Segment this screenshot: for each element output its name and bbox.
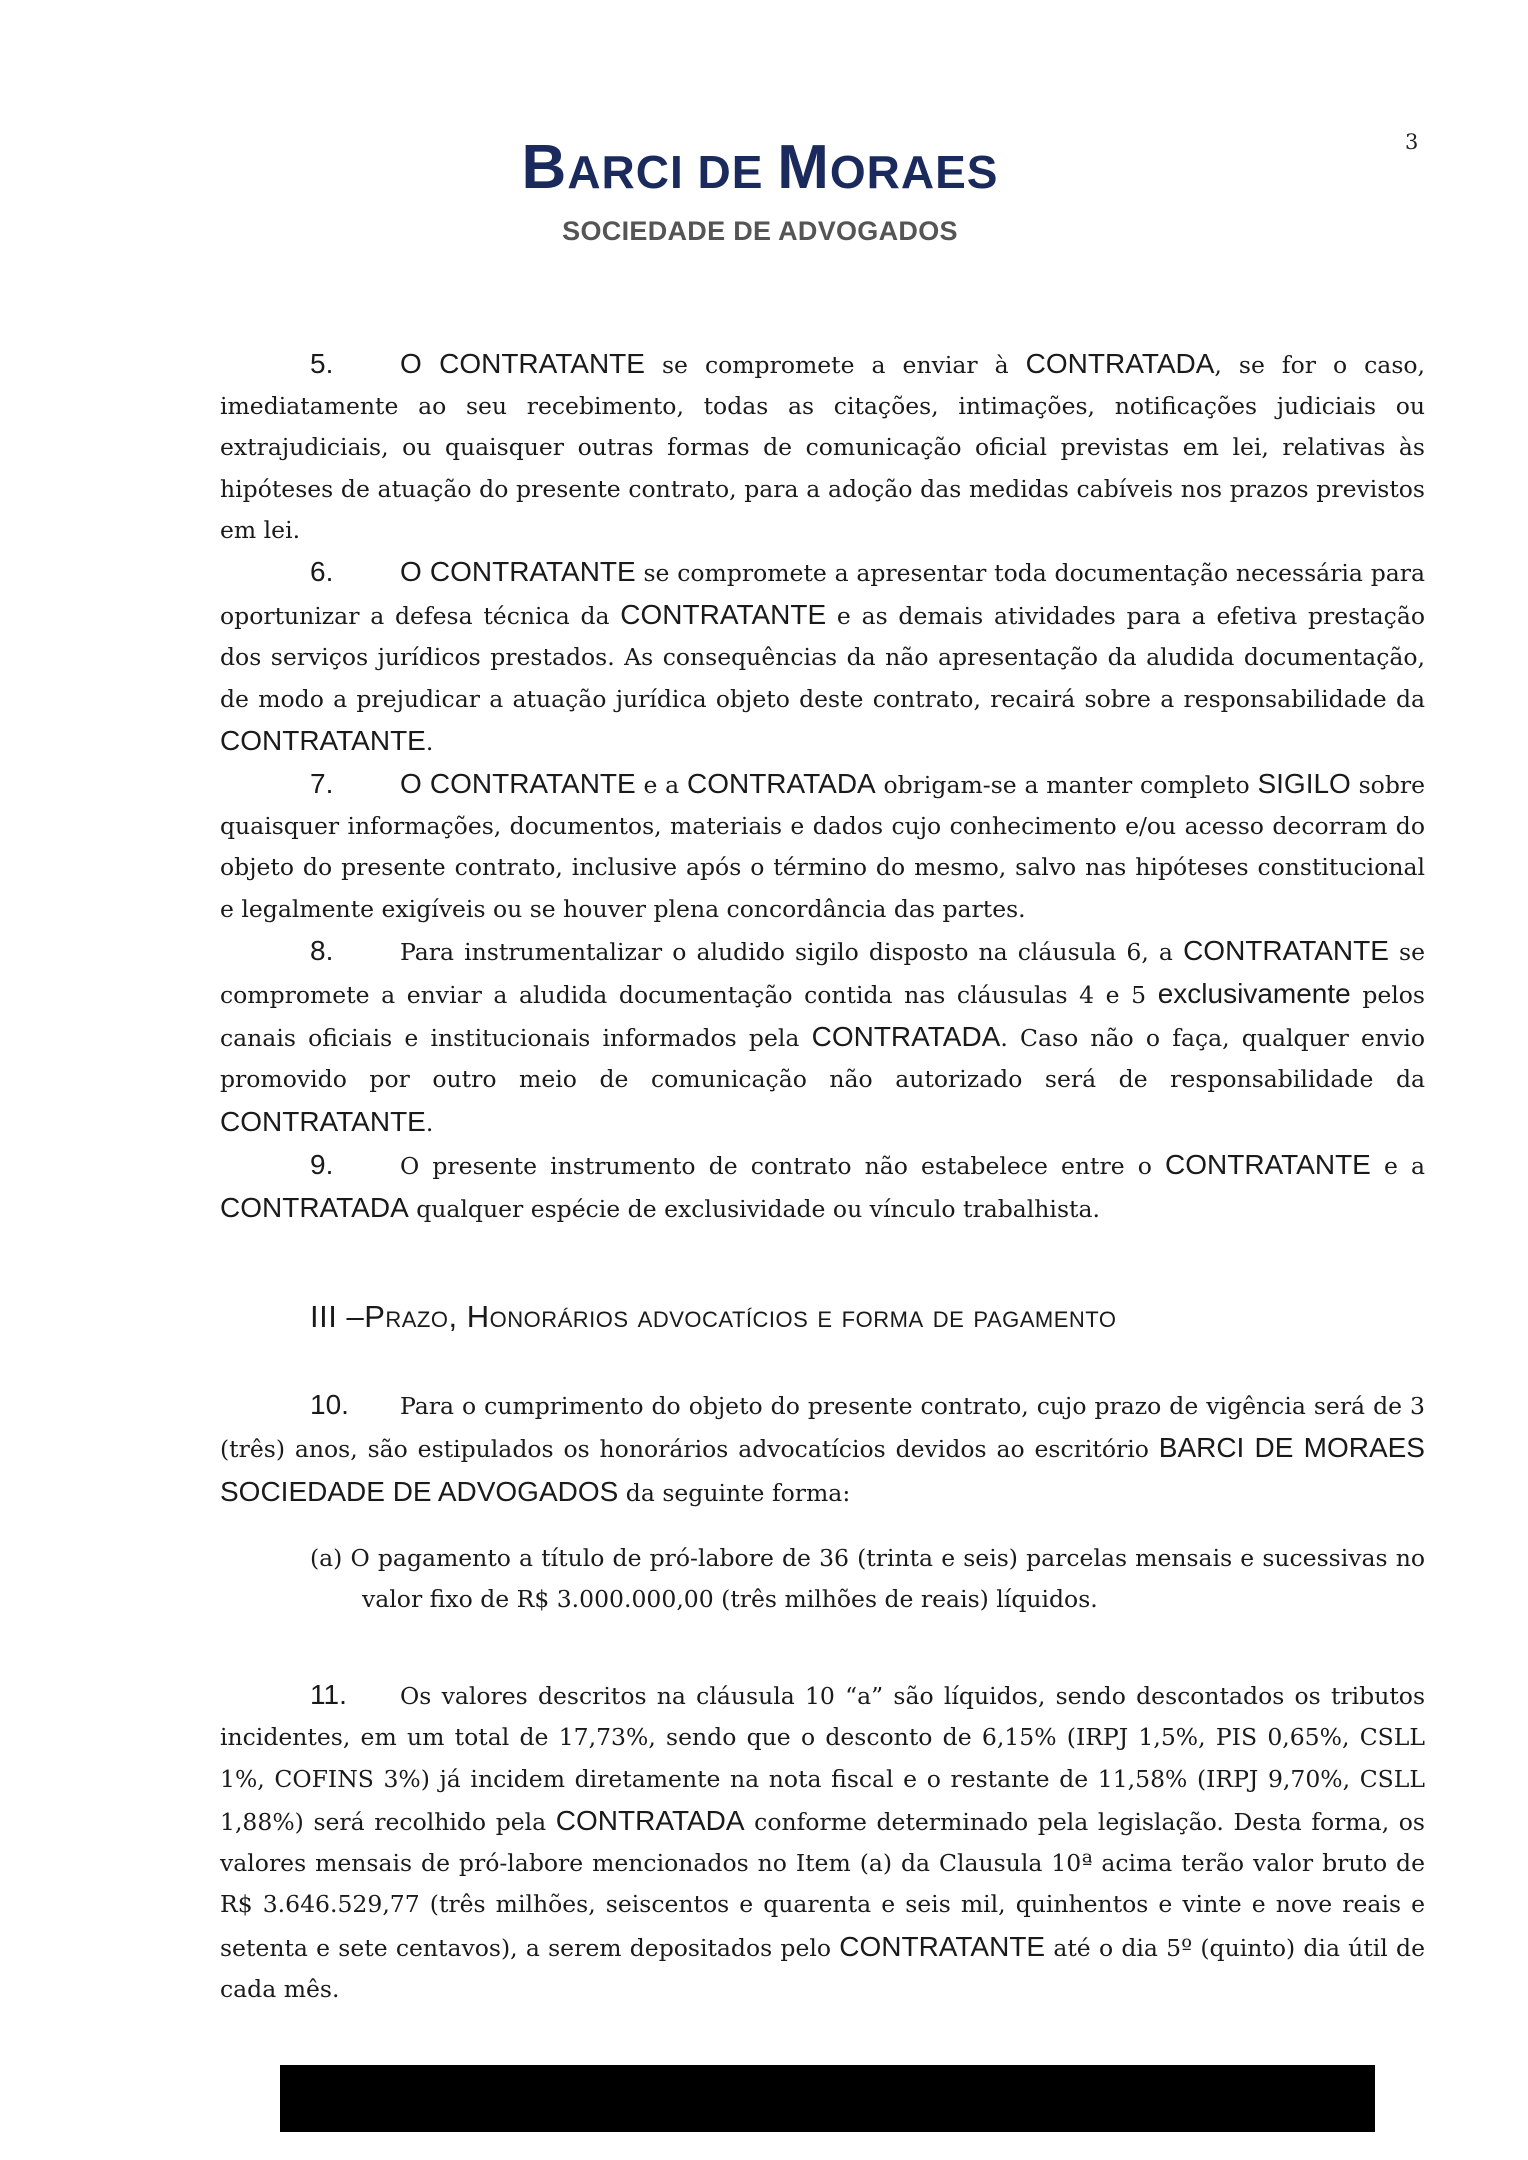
section-heading: III –Prazo, Honorários advocatícios e forma de pagamento xyxy=(310,1299,1117,1335)
emphasis-text: exclusivamente xyxy=(1157,978,1351,1010)
firm-name-part-1: ARCI DE xyxy=(567,146,778,198)
clause-number: 9. xyxy=(310,1148,334,1180)
party-name: CONTRATADA xyxy=(811,1021,1001,1053)
party-name: CONTRATANTE xyxy=(1183,934,1389,966)
party-name: CONTRATADA xyxy=(1025,348,1215,379)
clause-text: O presente instrumento de contrato não estabelece entre o xyxy=(400,1151,1165,1180)
firm-name xyxy=(0,128,1528,212)
clause-number: 6. xyxy=(310,556,334,588)
clause-text: até o dia 5º (quinto) dia útil de cada mês. xyxy=(220,1933,1425,2003)
party-name: CONTRATANTE xyxy=(220,724,426,756)
firm-name-initial-m: M xyxy=(777,133,830,202)
party-name: CONTRATADA xyxy=(686,768,876,800)
clause-text: e a xyxy=(635,771,687,800)
clause-text: . xyxy=(425,727,434,756)
clause-9 xyxy=(220,1144,1425,1230)
party-name: CONTRATANTE xyxy=(839,1930,1046,1962)
emphasis-text: SIGILO xyxy=(1257,768,1351,800)
party-name: CONTRATANTE xyxy=(1165,1148,1371,1180)
clause-number: 11. xyxy=(310,1679,347,1711)
clause-text: conforme determinado pela legislação. Desta forma, os valores mensais de pró-labore mencionados no Item (a) da Clausula 10ª acima terão valor bruto de R$ 3.646.529,77 (três milhões, seiscentos e quarenta e seis mil, quinhentos e vinte e nove reais e setenta e sete centavos), a serem depositados pelo xyxy=(220,1807,1425,1962)
clause-text: da seguinte forma: xyxy=(618,1478,851,1507)
clause-7 xyxy=(220,763,1425,930)
clause-text: obrigam-se a manter completo xyxy=(875,771,1258,800)
party-name: CONTRATANTE xyxy=(620,599,827,631)
clause-text: e as demais atividades para a efetiva prestação dos serviços jurídicos prestados. As consequências da não apresentação da aludida documentação, de modo a prejudicar a atuação jurídica objeto deste contrato, recairá sobre a responsabilidade da xyxy=(220,602,1425,713)
clause-number: 10. xyxy=(310,1389,349,1421)
clause-number: 5. xyxy=(310,348,334,379)
contract-body xyxy=(220,343,1425,2010)
clause-text: se compromete a enviar a aludida documentação contida nas cláusulas 4 e 5 xyxy=(220,937,1425,1010)
party-name: CONTRATANTE xyxy=(220,1105,426,1137)
clause-11 xyxy=(220,1674,1425,2010)
clause-text: Para o cumprimento do objeto do presente contrato, cujo prazo de vigência será de 3 (três) anos, são estipulados os honorários advocatícios devidos ao escritório xyxy=(220,1392,1425,1464)
clause-text: pelos canais oficiais e institucionais informados pela xyxy=(220,981,1425,1053)
clause-text: Os valores descritos na cláusula 10 “a” são líquidos, sendo descontados os tributos incidentes, em um total de 17,73%, sendo que o desconto de 6,15% (IRPJ 1,5%, PIS 0,65%, CSLL 1%, COFINS 3%) já incidem diretamente na nota fiscal e o restante de 11,58% (IRPJ 9,70%, CSLL 1,88%) será recolhido pela xyxy=(220,1682,1425,1836)
redaction-bar xyxy=(280,2065,1375,2132)
clause-5 xyxy=(220,343,1425,551)
clause-text: . xyxy=(425,1108,434,1137)
letterhead xyxy=(0,128,1528,247)
firm-name-initial-b: B xyxy=(521,133,568,202)
page-number: 3 xyxy=(1405,130,1419,154)
clause-text: , se for o caso, imediatamente ao seu recebimento, todas as citações, intimações, notificações judiciais ou extrajudiciais, ou quaisquer outras formas de comunicação oficial previstas em lei, relativas às hipóteses de atuação do presente contrato, para a adoção das medidas cabíveis nos prazos previstos em lei. xyxy=(220,351,1425,544)
payment-item-a: (a) O pagamento a título de pró-labore de 36 (trinta e seis) parcelas mensais e sucessivas no valor fixo de R$ 3.000.000,00 (três milhões de reais) líquidos. xyxy=(310,1543,1425,1614)
clause-number: 7. xyxy=(310,768,334,800)
spacer xyxy=(220,1644,1425,1674)
clause-text: qualquer espécie de exclusividade ou vínculo trabalhista. xyxy=(408,1195,1100,1224)
clause-text: se compromete a enviar à xyxy=(644,351,1026,379)
firm-subtitle: SOCIEDADE DE ADVOGADOS xyxy=(562,216,958,246)
clause-text: se compromete a apresentar toda documentação necessária para oportunizar a defesa técnica da xyxy=(220,559,1425,631)
party-name: CONTRATADA xyxy=(555,1804,745,1836)
clause-8 xyxy=(220,930,1425,1144)
clause-6 xyxy=(220,551,1425,763)
party-name: O CONTRATANTE xyxy=(400,556,636,588)
clause-text: Para instrumentalizar o aludido sigilo disposto na cláusula 6, a xyxy=(400,937,1184,966)
party-name: CONTRATADA xyxy=(220,1192,409,1224)
firm-reference: BARCI DE MORAES SOCIEDADE DE ADVOGADOS xyxy=(220,1432,1425,1507)
clause-text: . Caso não o faça, qualquer envio promovido por outro meio de comunicação não autorizado será de responsabilidade da xyxy=(220,1024,1425,1094)
clause-text: sobre quaisquer informações, documentos, materiais e dados cujo conhecimento e/ou acesso decorram do objeto do presente contrato, inclusive após o término do mesmo, salvo nas hipóteses constitucional e legalmente exigíveis ou se houver plena concordância das partes. xyxy=(220,771,1426,923)
clause-10 xyxy=(220,1384,1425,1514)
party-name: O CONTRATANTE xyxy=(400,348,645,379)
firm-name-part-2: ORAES xyxy=(829,146,999,198)
clause-number: 8. xyxy=(310,934,334,966)
clause-text: e a xyxy=(1370,1151,1425,1180)
party-name: O CONTRATANTE xyxy=(400,768,636,800)
